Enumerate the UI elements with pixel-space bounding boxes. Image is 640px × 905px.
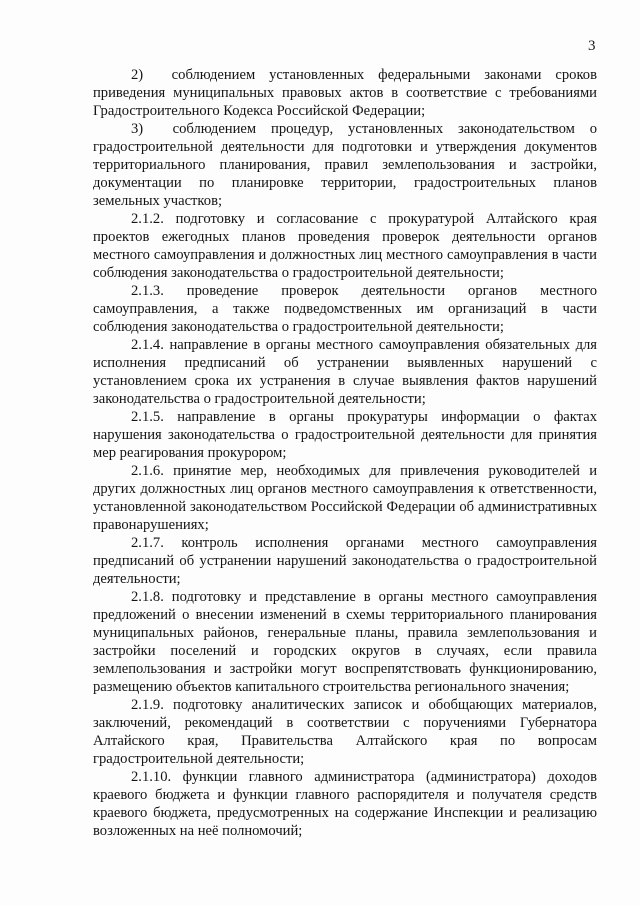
paragraph-2-1-8: 2.1.8. подготовку и представление в органы местного самоуправления предложений о внесении изменений в схемы территориального планирования муниципальных районов, генеральные планы, правила землепользования и застройки поселений и городских округов в случаях, если правила землепользования и застройки могут воспрепятствовать функционированию, размещению объектов капитального строительства регионального значения; (93, 589, 597, 695)
paragraph-2-1-6: 2.1.6. принятие мер, необходимых для привлечения руководителей и других должностных лиц органов местного самоуправления к ответственности, установленной законодательством Российской Федерации об административных правонарушениях; (93, 463, 597, 533)
paragraph-2-1-4: 2.1.4. направление в органы местного самоуправления обязательных для исполнения предписаний об устранении выявленных нарушений с установлением срока их устранения в случае выявления фактов нарушений законодательства о градостроительной деятельности; (93, 337, 597, 407)
paragraph-2-1-2: 2.1.2. подготовку и согласование с прокуратурой Алтайского края проектов ежегодных планов проведения проверок деятельности органов местного самоуправления и должностных лиц местного самоуправления в части соблюдения законодательства о градостроительной деятельности; (93, 211, 597, 281)
paragraph-2-1-3: 2.1.3. проведение проверок деятельности органов местного самоуправления, а также подведомственных им организаций в части соблюдения законодательства о градостроительной деятельности; (93, 283, 597, 335)
paragraph-item-3: 3) соблюдением процедур, установленных законодательством о градостроительной деятельности для подготовки и утверждения документов территориального планирования, правил землепользования и застройки, документации по планировке территории, градостроительных планов земельных участков; (93, 121, 597, 209)
paragraph-2-1-9: 2.1.9. подготовку аналитических записок и обобщающих материалов, заключений, рекомендаций в соответствии с поручениями Губернатора Алтайского края, Правительства Алтайского края по вопросам градостроительной деятельности; (93, 697, 597, 767)
paragraph-2-1-5: 2.1.5. направление в органы прокуратуры информации о фактах нарушения законодательства о градостроительной деятельности для принятия мер реагирования прокурором; (93, 409, 597, 461)
page-number: 3 (588, 38, 596, 54)
paragraph-2-1-7: 2.1.7. контроль исполнения органами местного самоуправления предписаний об устранении нарушений законодательства о градостроительной деятельности; (93, 535, 597, 587)
paragraph-2-1-10: 2.1.10. функции главного администратора (администратора) доходов краевого бюджета и функции главного распорядителя и получателя средств краевого бюджета, предусмотренных на содержание Инспекции и реализацию возложенных на неё полномочий; (93, 769, 597, 839)
document-body (93, 66, 597, 840)
paragraph-item-2: 2) соблюдением установленных федеральными законами сроков приведения муниципальных правовых актов в соответствие с требованиями Градостроительного Кодекса Российской Федерации; (93, 67, 597, 119)
